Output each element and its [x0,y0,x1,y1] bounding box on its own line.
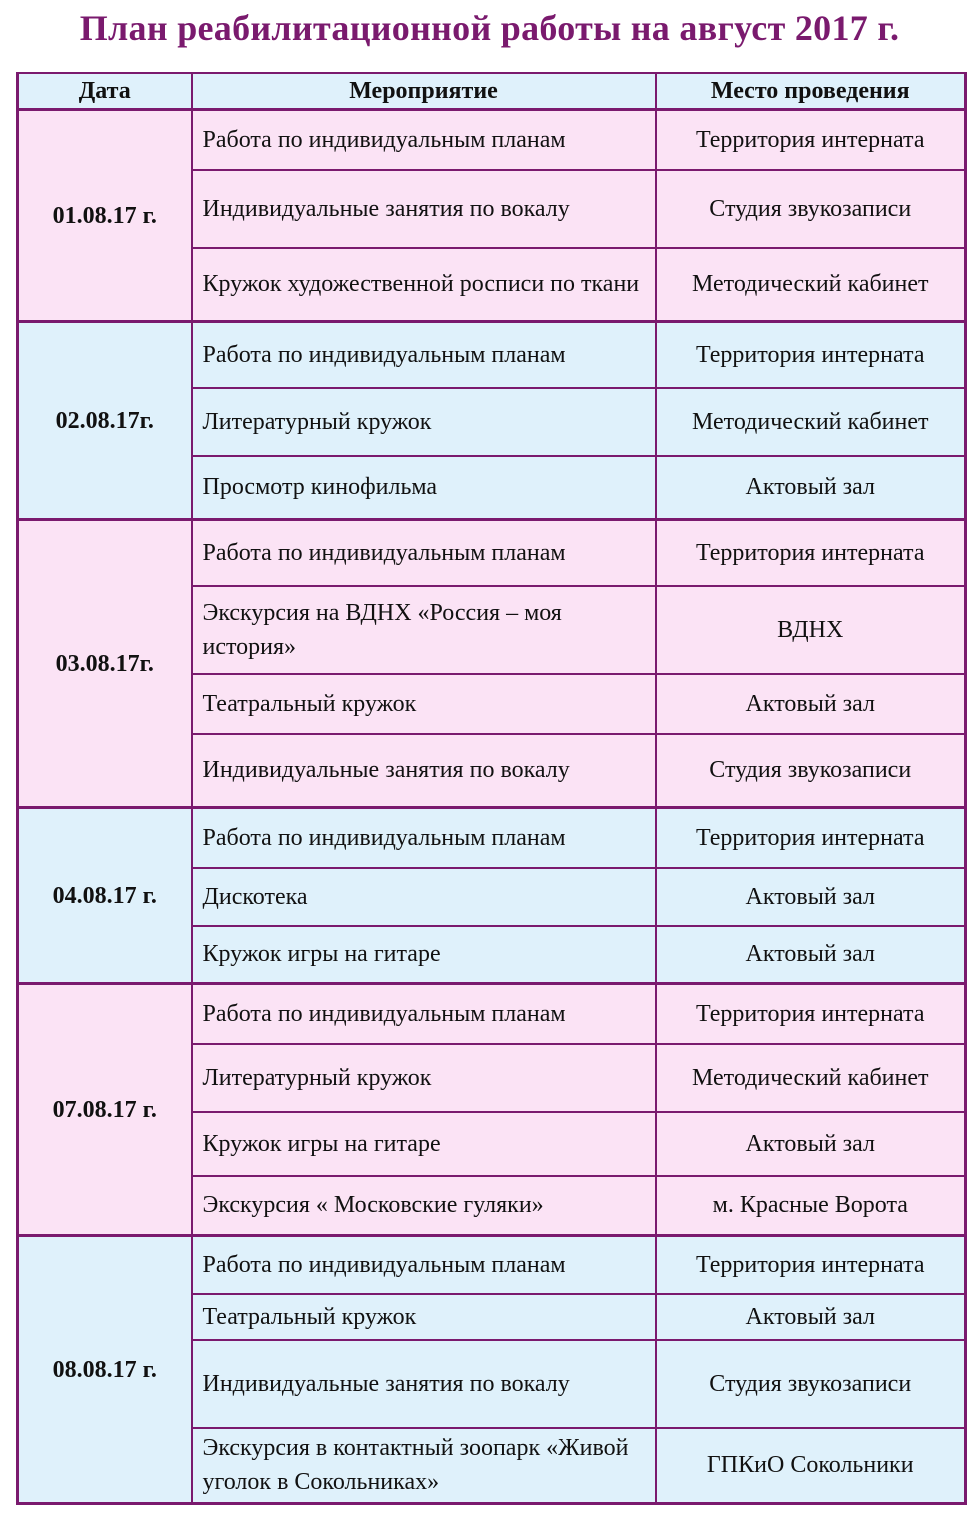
plan-table [16,72,967,1505]
event-cell: Экскурсия в контактный зоопарк «Живой уголок в Сокольниках» [192,1428,656,1504]
event-cell: Литературный кружок [192,388,656,456]
event-cell: Работа по индивидуальным планам [192,984,656,1044]
event-cell: Дискотека [192,868,656,926]
date-cell: 07.08.17 г. [18,984,192,1236]
place-cell: Актовый зал [656,1294,966,1340]
place-cell: Территория интерната [656,110,966,170]
event-cell: Кружок художественной росписи по ткани [192,248,656,322]
date-cell: 01.08.17 г. [18,110,192,322]
table-row [18,110,966,170]
event-cell: Театральный кружок [192,674,656,734]
date-cell: 08.08.17 г. [18,1236,192,1504]
date-cell: 03.08.17г. [18,520,192,808]
place-cell: Методический кабинет [656,388,966,456]
page-title: План реабилитационной работы на август 2017 г. [79,8,900,48]
event-cell: Работа по индивидуальным планам [192,808,656,868]
place-cell: Актовый зал [656,868,966,926]
table-row [18,808,966,868]
place-cell: м. Красные Ворота [656,1176,966,1236]
event-cell: Индивидуальные занятия по вокалу [192,734,656,808]
event-cell: Работа по индивидуальным планам [192,110,656,170]
event-cell: Работа по индивидуальным планам [192,520,656,586]
place-cell: Студия звукозаписи [656,1340,966,1428]
place-cell: Территория интерната [656,984,966,1044]
event-cell: Литературный кружок [192,1044,656,1112]
table-header-row [18,73,966,110]
place-cell: ГПКиО Сокольники [656,1428,966,1504]
column-header-place: Место проведения [656,73,966,110]
place-cell: Территория интерната [656,808,966,868]
place-cell: Территория интерната [656,520,966,586]
event-cell: Индивидуальные занятия по вокалу [192,170,656,248]
event-cell: Театральный кружок [192,1294,656,1340]
table-row [18,984,966,1044]
place-cell: Студия звукозаписи [656,734,966,808]
place-cell: Актовый зал [656,926,966,984]
table-row [18,322,966,388]
plan-table-body [18,110,966,1504]
event-cell: Экскурсия « Московские гуляки» [192,1176,656,1236]
event-cell: Работа по индивидуальным планам [192,1236,656,1294]
date-cell: 04.08.17 г. [18,808,192,984]
event-cell: Кружок игры на гитаре [192,1112,656,1176]
event-cell: Просмотр кинофильма [192,456,656,520]
place-cell: Актовый зал [656,456,966,520]
event-cell: Индивидуальные занятия по вокалу [192,1340,656,1428]
place-cell: Методический кабинет [656,248,966,322]
column-header-date: Дата [18,73,192,110]
table-row [18,1236,966,1294]
place-cell: Студия звукозаписи [656,170,966,248]
place-cell: Актовый зал [656,1112,966,1176]
place-cell: Территория интерната [656,322,966,388]
place-cell: Территория интерната [656,1236,966,1294]
date-cell: 02.08.17г. [18,322,192,520]
event-cell: Экскурсия на ВДНХ «Россия – моя история» [192,586,656,674]
place-cell: Актовый зал [656,674,966,734]
event-cell: Кружок игры на гитаре [192,926,656,984]
place-cell: ВДНХ [656,586,966,674]
event-cell: Работа по индивидуальным планам [192,322,656,388]
column-header-event: Мероприятие [192,73,656,110]
table-row [18,520,966,586]
place-cell: Методический кабинет [656,1044,966,1112]
